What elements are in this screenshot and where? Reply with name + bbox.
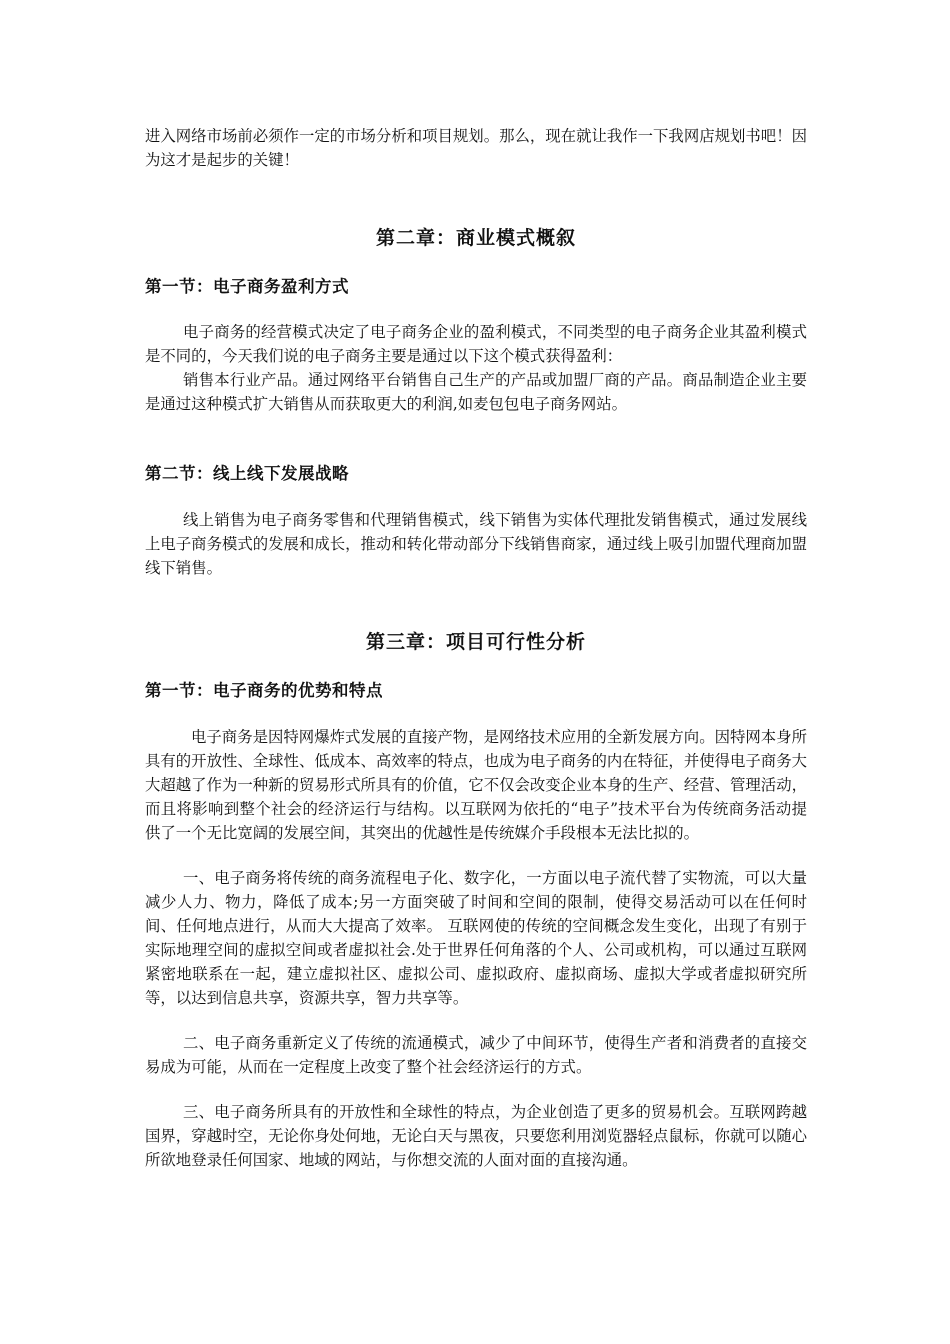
document-page — [145, 124, 807, 1172]
chapter-2-title: 第二章：商业模式概叙 — [375, 227, 576, 249]
chapter-2-section-2-paragraph-1: 线上销售为电子商务零售和代理销售模式，线下销售为实体代理批发销售模式，通过发展线上电子商务模式的发展和成长，推动和转化带动部分下线销售商家，通过线上吸引加盟代理商加盟线下销售。 — [145, 511, 807, 577]
chapter-3-section-1-paragraph-3: 二、电子商务重新定义了传统的流通模式，减少了中间环节，使得生产者和消费者的直接交易成为可能，从而在一定程度上改变了整个社会经济运行的方式。 — [145, 1034, 807, 1076]
chapter-3-section-1-paragraph-1: 电子商务是因特网爆炸式发展的直接产物，是网络技术应用的全新发展方向。因特网本身所具有的开放性、全球性、低成本、高效率的特点，也成为电子商务的内在特征，并使得电子商务大大超越了作为一种新的贸易形式所具有的价值，它不仅会改变企业本身的生产、经营、管理活动，而且将影响到整个社会的经济运行与结构。以互联网为依托的“电子”技术平台为传统商务活动提供了一个无比宽阔的发展空间，其突出的优越性是传统媒介手段根本无法比拟的。 — [145, 728, 807, 842]
chapter-3-section-1-paragraph-4: 三、电子商务所具有的开放性和全球性的特点，为企业创造了更多的贸易机会。互联网跨越国界，穿越时空，无论你身处何地，无论白天与黑夜，只要您利用浏览器轻点鼠标，你就可以随心所欲地登录任何国家、地域的网站，与你想交流的人面对面的直接沟通。 — [145, 1103, 807, 1169]
chapter-3-section-1-paragraph-2: 一、电子商务将传统的商务流程电子化、数字化，一方面以电子流代替了实物流，可以大量减少人力、物力，降低了成本;另一方面突破了时间和空间的限制，使得交易活动可以在任何时间、任何地点进行，从而大大提高了效率。 互联网使的传统的空间概念发生变化，出现了有别于实际地理空间的虚拟空间或者虚拟社会.处于世界任何角落的个人、公司或机构，可以通过互联网紧密地联系在一起，建立虚拟社区、虚拟公司、虚拟政府、虚拟商场、虚拟大学或者虚拟研究所等，以达到信息共享，资源共享，智力共享等。 — [145, 869, 807, 1007]
chapter-3-title: 第三章：项目可行性分析 — [365, 631, 586, 653]
chapter-2-section-2-title: 第二节：线上线下发展战略 — [145, 464, 349, 483]
chapter-2-section-1-paragraph-1: 电子商务的经营模式决定了电子商务企业的盈利模式，不同类型的电子商务企业其盈利模式是不同的，今天我们说的电子商务主要是通过以下这个模式获得盈利： — [145, 323, 807, 365]
chapter-2-section-1-title: 第一节：电子商务盈利方式 — [145, 277, 349, 296]
intro-paragraph: 进入网络市场前必须作一定的市场分析和项目规划。那么，现在就让我作一下我网店规划书吧！因为这才是起步的关键！ — [145, 127, 807, 169]
chapter-2-section-1-paragraph-2: 销售本行业产品。通过网络平台销售自己生产的产品或加盟厂商的产品。商品制造企业主要是通过这种模式扩大销售从而获取更大的利润,如麦包包电子商务网站。 — [145, 371, 807, 413]
chapter-3-section-1-title: 第一节：电子商务的优势和特点 — [145, 681, 383, 700]
